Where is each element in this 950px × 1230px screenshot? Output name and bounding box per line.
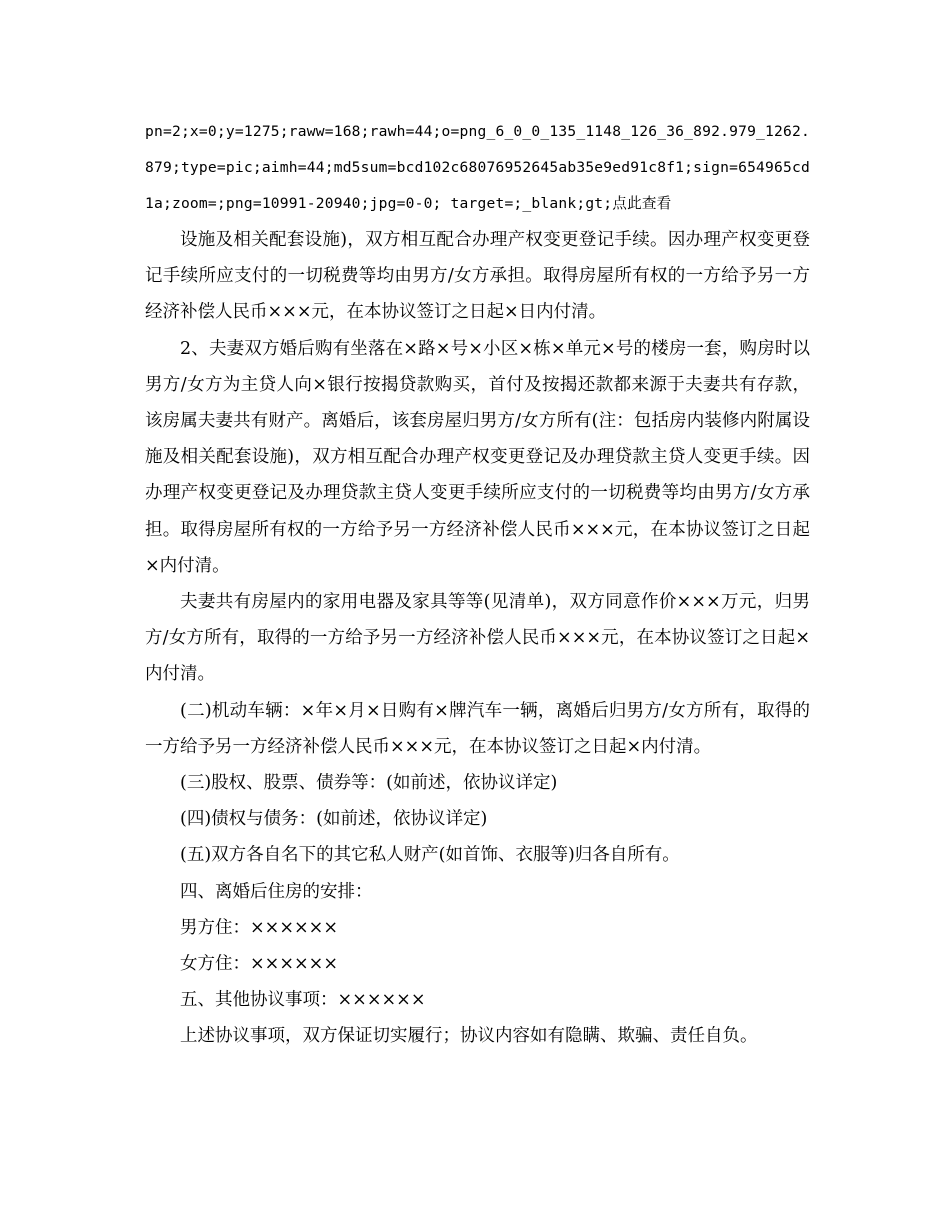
- paragraph-house-transfer-cont: 设施及相关配套设施)，双方相互配合办理产权变更登记手续。因办理产权变更登记手续所应支付的一切税费等均由男方/女方承担。取得房屋所有权的一方给予另一方经济补偿人民币×××元，在本协议签订之日起×日内付清。: [145, 230, 810, 323]
- section-heading-housing: 四、离婚后住房的安排：: [180, 881, 373, 902]
- document-body: [145, 114, 810, 1055]
- section-heading-other-matters: 五、其他协议事项：××××××: [180, 990, 426, 1011]
- paragraph-guarantee: 上述协议事项，双方保证切实履行；协议内容如有隐瞒、欺骗、责任自负。: [180, 1026, 758, 1047]
- paragraph-female-residence: 女方住：××××××: [180, 954, 338, 975]
- view-link[interactable]: 点此查看: [612, 195, 672, 212]
- paragraph-mortgaged-apartment: 2、夫妻双方婚后购有坐落在×路×号×小区×栋×单元×号的楼房一套，购房时以男方/女方为主贷人向×银行按揭贷款购买，首付及按揭还款都来源于夫妻共有存款，该房属夫妻共有财产。离婚后，该套房屋归男方/女方所有(注：包括房内装修内附属设施及相关配套设施)，双方相互配合办理产权变更登记及办理贷款主贷人变更手续。因办理产权变更登记及办理贷款主贷人变更手续所应支付的一切税费等均由男方/女方承担。取得房屋所有权的一方给予另一方经济补偿人民币×××元，在本协议签订之日起×内付清。: [145, 338, 810, 576]
- paragraph-personal-property: (五)双方各自名下的其它私人财产(如首饰、衣服等)归各自所有。: [180, 845, 680, 866]
- paragraph-debts: (四)债权与债务：(如前述，依协议详定): [180, 809, 488, 830]
- paragraph-appliances-furniture: 夫妻共有房屋内的家用电器及家具等等(见清单)，双方同意作价×××万元，归男方/女方所有，取得的一方给予另一方经济补偿人民币×××元，在本协议签订之日起×内付清。: [145, 592, 810, 685]
- embedded-image-metadata: [145, 114, 810, 222]
- paragraph-motor-vehicle: (二)机动车辆：×年×月×日购有×牌汽车一辆，离婚后归男方/女方所有，取得的一方给予另一方经济补偿人民币×××元，在本协议签订之日起×内付清。: [145, 700, 810, 757]
- paragraph-stocks-bonds: (三)股权、股票、债券等：(如前述，依协议详定): [180, 773, 558, 794]
- metadata-text: pn=2;x=0;y=1275;raww=168;rawh=44;o=png_6_0_0_135_1148_126_36_892.979_1262.879;type=pic;aimh=44;md5sum=bcd102c68076952645ab35e9ed91c8f1;sign=654965cd1a;zoom=;png=10991-20940;jpg=0-0; target=;_blank;gt;: [145, 123, 810, 212]
- paragraph-male-residence: 男方住：××××××: [180, 917, 338, 938]
